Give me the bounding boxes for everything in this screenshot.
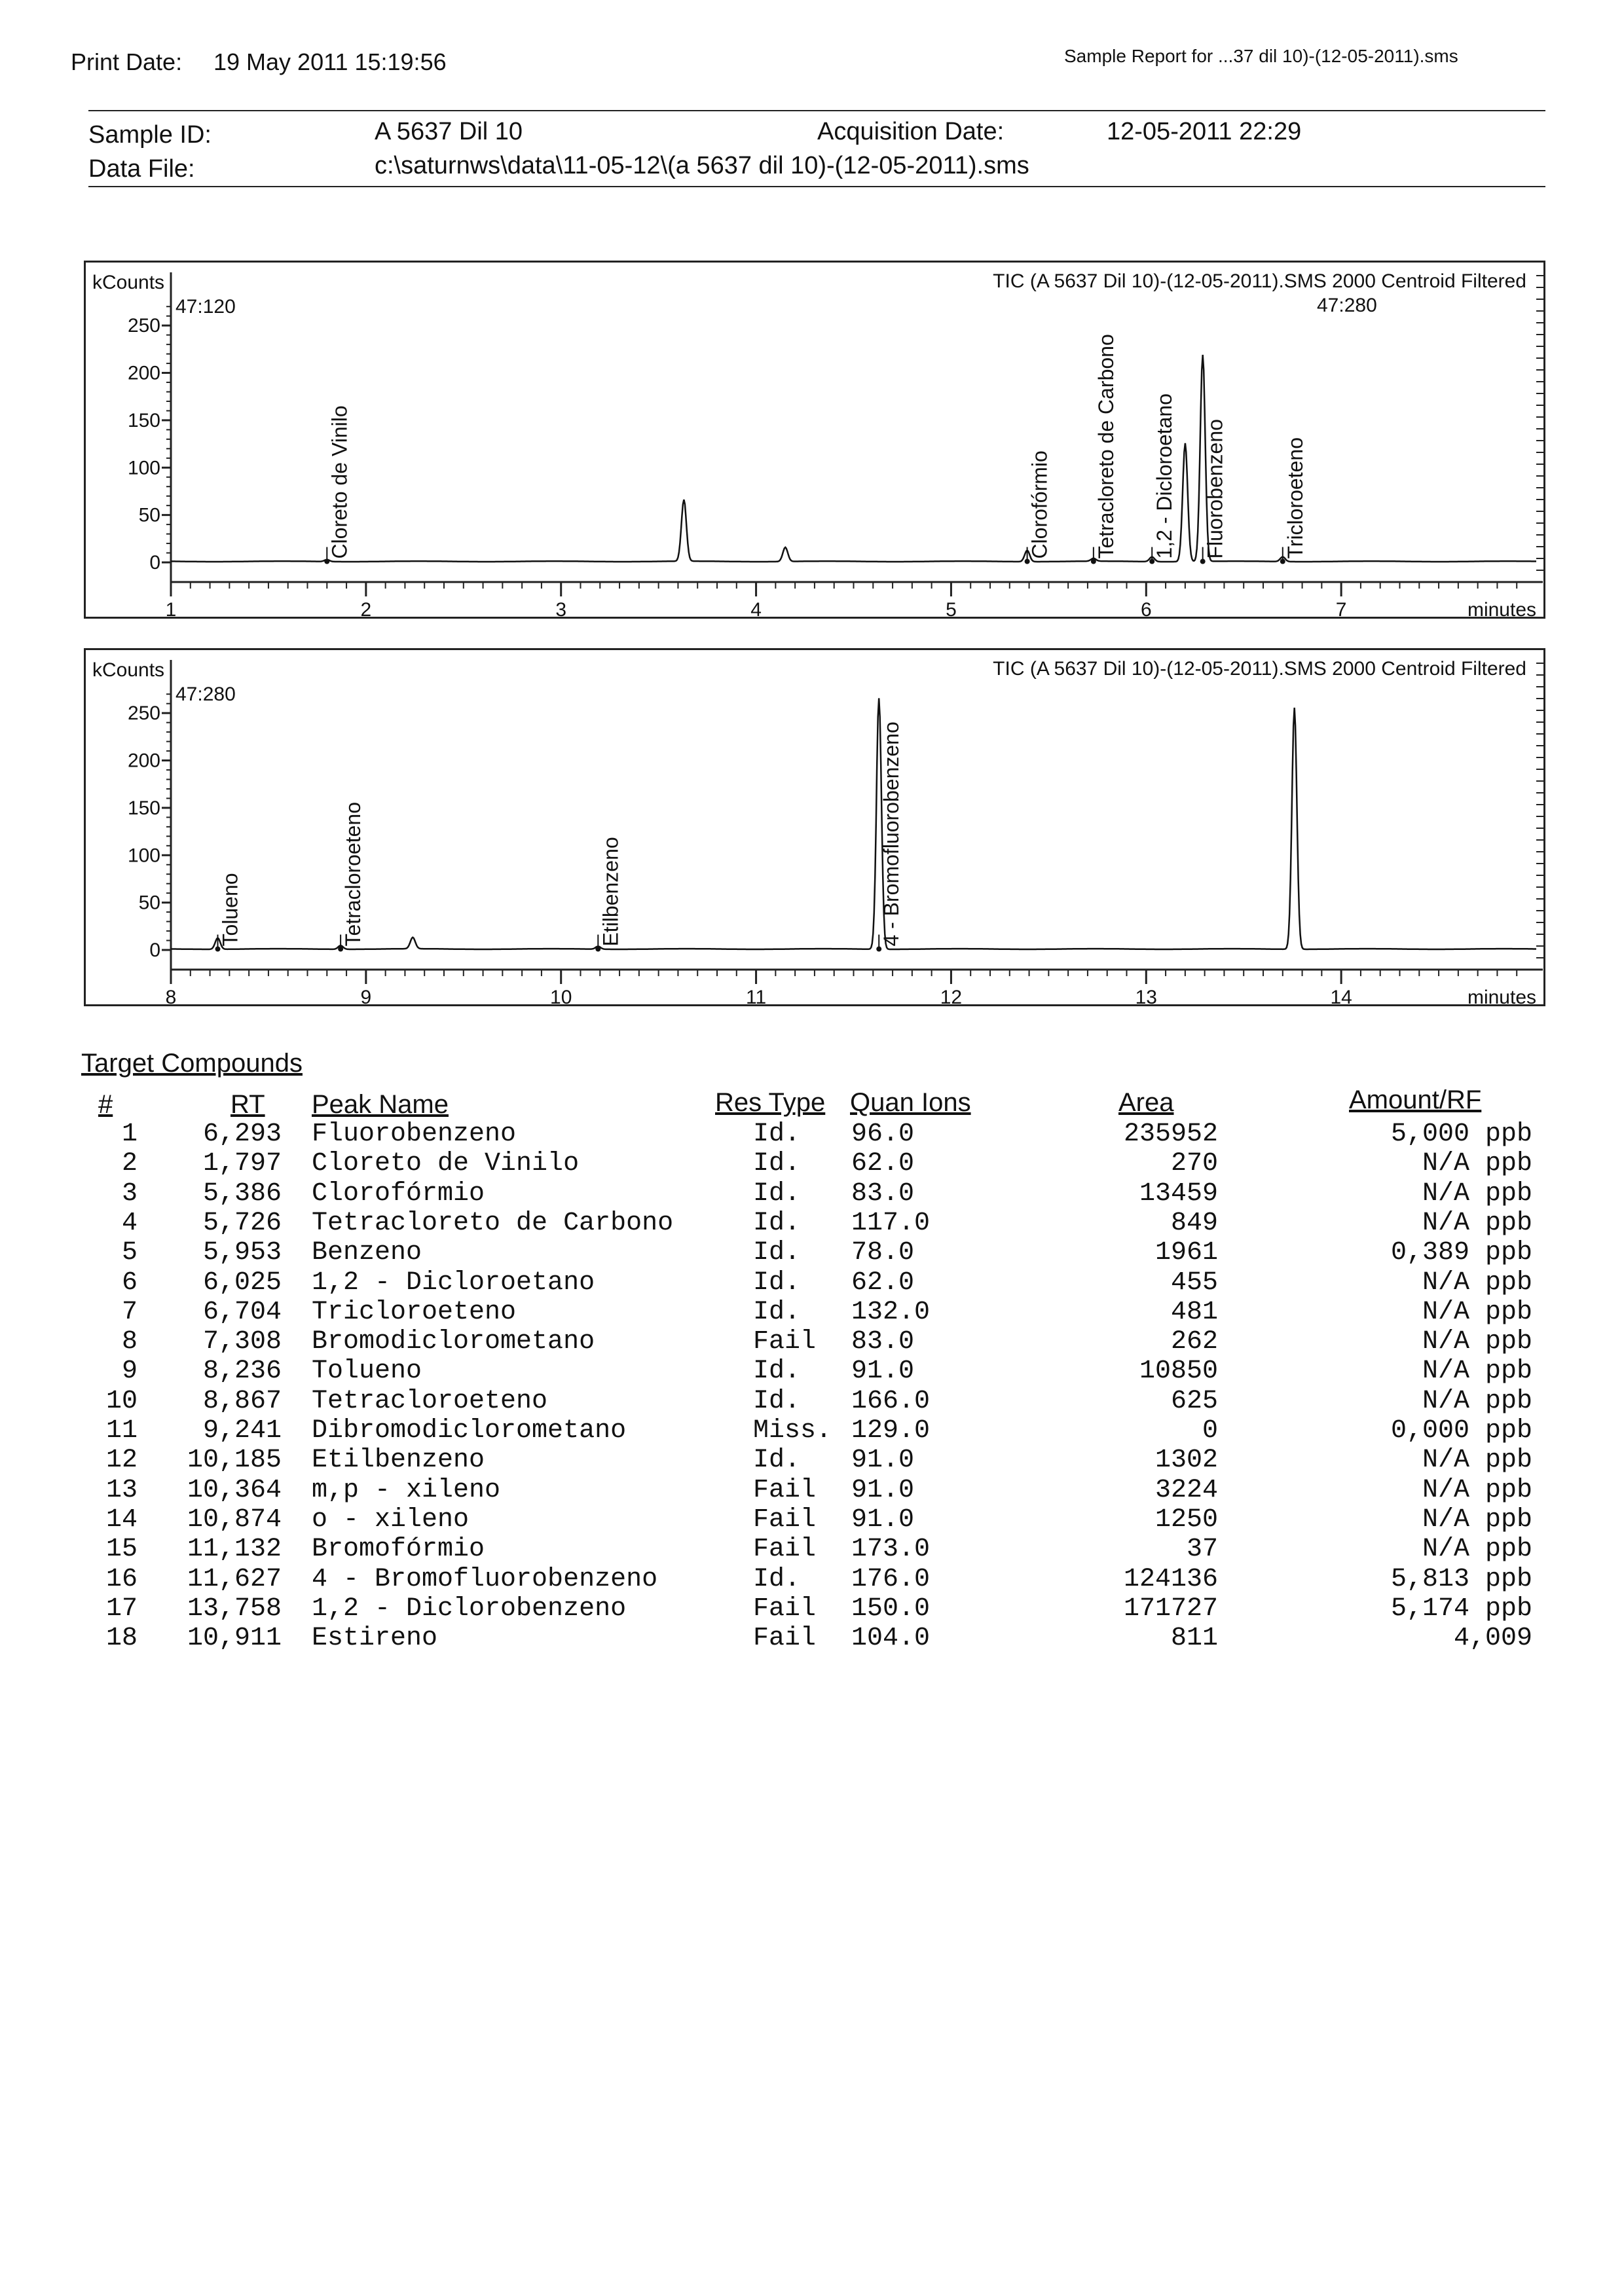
acquisition-date-label: Acquisition Date: <box>817 118 1005 145</box>
cell-quan: 132.0 <box>851 1297 931 1327</box>
y-tick-label: 200 <box>127 750 160 772</box>
cell-rt: 1,797 <box>202 1149 282 1179</box>
y-tick-label: 150 <box>127 797 160 819</box>
cell-res: Id. <box>753 1120 801 1149</box>
cell-res: Fail <box>753 1327 817 1357</box>
cell-quan: 91.0 <box>851 1446 915 1476</box>
cell-rt: 11,627 <box>187 1564 282 1594</box>
cell-area: 455 <box>1170 1267 1218 1298</box>
cell-res: Fail <box>753 1594 817 1624</box>
sample-id-value: A 5637 Dil 10 <box>375 118 523 145</box>
cell-amount: N/A ppb <box>1422 1267 1532 1298</box>
cell-name: Bromodiclorometano <box>312 1327 595 1357</box>
cell-res: Id. <box>753 1238 801 1268</box>
scan-start-label: 47:280 <box>175 683 236 705</box>
x-tick-label: 7 <box>1335 599 1347 621</box>
peak-label: 1,2 - Dicloroetano <box>1153 393 1177 559</box>
cell-quan: 78.0 <box>851 1238 915 1268</box>
table-row <box>0 1624 1624 1653</box>
y-tick-label: 150 <box>127 409 160 431</box>
cell-amount: N/A ppb <box>1422 1357 1532 1387</box>
cell-quan: 62.0 <box>851 1267 915 1298</box>
table-row <box>0 1298 1624 1327</box>
cell-name: Tetracloroeteno <box>312 1386 548 1416</box>
x-tick-label: 6 <box>1140 599 1152 621</box>
cell-rt: 13,758 <box>187 1594 282 1624</box>
cell-rt: 6,025 <box>202 1267 282 1298</box>
cell-num: 15 <box>105 1535 138 1565</box>
table-row <box>0 1238 1624 1267</box>
cell-res: Id. <box>753 1178 801 1209</box>
cell-res: Id. <box>753 1208 801 1238</box>
y-tick-label: 250 <box>127 702 160 725</box>
x-tick-label: 11 <box>745 987 767 1008</box>
cell-name: Estireno <box>312 1624 438 1654</box>
cell-amount: N/A ppb <box>1422 1208 1532 1238</box>
cell-name: 1,2 - Diclorobenzeno <box>312 1594 627 1624</box>
cell-quan: 173.0 <box>851 1535 931 1565</box>
x-tick-label: 9 <box>360 987 372 1008</box>
cell-rt: 5,726 <box>202 1208 282 1238</box>
cell-name: Tolueno <box>312 1357 422 1387</box>
target-compounds-title: Target Compounds <box>81 1049 303 1078</box>
cell-quan: 91.0 <box>851 1475 915 1505</box>
cell-quan: 62.0 <box>851 1149 915 1179</box>
cell-area: 811 <box>1170 1624 1218 1654</box>
col-header-area: Area <box>1118 1088 1174 1117</box>
table-row <box>0 1476 1624 1505</box>
cell-res: Id. <box>753 1446 801 1476</box>
cell-res: Fail <box>753 1624 817 1654</box>
peak-label: Tricloroeteno <box>1283 437 1307 559</box>
cell-res: Id. <box>753 1564 801 1594</box>
cell-rt: 7,308 <box>202 1327 282 1357</box>
cell-rt: 5,386 <box>202 1178 282 1209</box>
cell-name: m,p - xileno <box>312 1475 501 1505</box>
x-tick-label: 8 <box>165 987 177 1008</box>
cell-area: 37 <box>1186 1535 1218 1565</box>
cell-area: 1302 <box>1154 1446 1218 1476</box>
chromatogram-2-svg <box>86 650 1547 1008</box>
cell-num: 5 <box>121 1238 138 1268</box>
cell-rt: 6,293 <box>202 1120 282 1149</box>
x-tick-label: 13 <box>1135 987 1157 1008</box>
table-row <box>0 1120 1624 1149</box>
table-row <box>0 1446 1624 1475</box>
cell-area: 10850 <box>1139 1357 1218 1387</box>
cell-res: Id. <box>753 1149 801 1179</box>
x-tick-label: 3 <box>555 599 567 621</box>
cell-quan: 176.0 <box>851 1564 931 1594</box>
y-tick-label: 100 <box>127 845 160 867</box>
cell-res: Miss. <box>753 1416 832 1446</box>
cell-num: 8 <box>121 1327 138 1357</box>
tic-trace <box>171 698 1536 949</box>
chromatogram-1-svg <box>86 263 1547 621</box>
table-row <box>0 1416 1624 1446</box>
cell-rt: 10,185 <box>187 1446 282 1476</box>
cell-area: 0 <box>1202 1416 1218 1446</box>
cell-name: 1,2 - Dicloroetano <box>312 1267 595 1298</box>
cell-name: Dibromodiclorometano <box>312 1416 627 1446</box>
report-title: Sample Report for ...37 dil 10)-(12-05-2011).sms <box>1064 46 1458 66</box>
cell-rt: 9,241 <box>202 1416 282 1446</box>
table-row <box>0 1505 1624 1535</box>
cell-num: 7 <box>121 1297 138 1327</box>
cell-rt: 6,704 <box>202 1297 282 1327</box>
x-tick-label: 12 <box>940 987 963 1008</box>
peak-label: 4 - Bromofluorobenzeno <box>879 721 904 947</box>
tic-trace <box>171 355 1536 562</box>
data-file-label: Data File: <box>88 155 195 183</box>
y-tick-label: 250 <box>127 315 160 337</box>
cell-num: 13 <box>105 1475 138 1505</box>
table-row <box>0 1565 1624 1594</box>
cell-num: 1 <box>121 1120 138 1149</box>
sample-id-label: Sample ID: <box>88 121 212 149</box>
cell-amount: N/A ppb <box>1422 1327 1532 1357</box>
col-header-num: # <box>98 1090 113 1119</box>
cell-amount: 4,009 <box>1453 1624 1532 1654</box>
cell-amount: 5,813 ppb <box>1390 1564 1532 1594</box>
cell-area: 124136 <box>1123 1564 1218 1594</box>
cell-num: 11 <box>105 1416 138 1446</box>
cell-quan: 117.0 <box>851 1208 931 1238</box>
cell-res: Fail <box>753 1535 817 1565</box>
cell-amount: N/A ppb <box>1422 1178 1532 1209</box>
cell-rt: 10,911 <box>187 1624 282 1654</box>
table-row <box>0 1179 1624 1209</box>
cell-rt: 8,867 <box>202 1386 282 1416</box>
table-row <box>0 1209 1624 1238</box>
cell-amount: 5,174 ppb <box>1390 1594 1532 1624</box>
cell-name: Cloreto de Vinilo <box>312 1149 580 1179</box>
x-tick-label: 5 <box>946 599 957 621</box>
x-tick-label: 14 <box>1330 987 1352 1008</box>
cell-amount: 0,389 ppb <box>1390 1238 1532 1268</box>
chart-title: TIC (A 5637 Dil 10)-(12-05-2011).SMS 2000 Centroid Filtered <box>993 270 1526 292</box>
cell-num: 16 <box>105 1564 138 1594</box>
cell-name: Fluorobenzeno <box>312 1120 517 1149</box>
peak-label: Tetracloroeteno <box>341 801 365 947</box>
print-date-value: 19 May 2011 15:19:56 <box>213 48 447 75</box>
cell-name: Etilbenzeno <box>312 1446 485 1476</box>
col-header-rt: RT <box>231 1090 265 1119</box>
cell-amount: N/A ppb <box>1422 1297 1532 1327</box>
y-tick-label: 100 <box>127 457 160 479</box>
cell-num: 14 <box>105 1504 138 1535</box>
cell-res: Fail <box>753 1504 817 1535</box>
cell-quan: 91.0 <box>851 1504 915 1535</box>
cell-quan: 91.0 <box>851 1357 915 1387</box>
cell-name: 4 - Bromofluorobenzeno <box>312 1564 658 1594</box>
cell-num: 3 <box>121 1178 138 1209</box>
table-row <box>0 1535 1624 1564</box>
cell-res: Id. <box>753 1297 801 1327</box>
data-file-value: c:\saturnws\data\11-05-12\(a 5637 dil 10)-(12-05-2011).sms <box>375 152 1029 179</box>
table-row <box>0 1268 1624 1298</box>
cell-name: Benzeno <box>312 1238 422 1268</box>
cell-area: 3224 <box>1154 1475 1218 1505</box>
cell-area: 481 <box>1170 1297 1218 1327</box>
cell-amount: N/A ppb <box>1422 1446 1532 1476</box>
cell-rt: 5,953 <box>202 1238 282 1268</box>
col-header-quan-ions: Quan Ions <box>850 1088 971 1117</box>
cell-quan: 83.0 <box>851 1327 915 1357</box>
cell-area: 235952 <box>1123 1120 1218 1149</box>
col-header-peak-name: Peak Name <box>312 1090 449 1119</box>
x-axis-label: minutes <box>1467 599 1536 621</box>
y-tick-label: 50 <box>138 504 160 526</box>
cell-area: 262 <box>1170 1327 1218 1357</box>
cell-amount: N/A ppb <box>1422 1535 1532 1565</box>
cell-name: Tricloroeteno <box>312 1297 517 1327</box>
cell-amount: 0,000 ppb <box>1390 1416 1532 1446</box>
table-row <box>0 1327 1624 1357</box>
cell-res: Id. <box>753 1267 801 1298</box>
cell-area: 849 <box>1170 1208 1218 1238</box>
cell-area: 1250 <box>1154 1504 1218 1535</box>
cell-res: Fail <box>753 1475 817 1505</box>
cell-num: 18 <box>105 1624 138 1654</box>
cell-num: 9 <box>121 1357 138 1387</box>
cell-name: Tetracloreto de Carbono <box>312 1208 674 1238</box>
cell-name: Clorofórmio <box>312 1178 485 1209</box>
table-row <box>0 1149 1624 1178</box>
cell-area: 13459 <box>1139 1178 1218 1209</box>
peak-label: Fluorobenzeno <box>1203 419 1227 559</box>
cell-quan: 83.0 <box>851 1178 915 1209</box>
cell-num: 12 <box>105 1446 138 1476</box>
cell-amount: N/A ppb <box>1422 1475 1532 1505</box>
cell-quan: 96.0 <box>851 1120 915 1149</box>
cell-area: 625 <box>1170 1386 1218 1416</box>
cell-res: Id. <box>753 1357 801 1387</box>
y-tick-label: 0 <box>149 552 160 574</box>
peak-label: Etilbenzeno <box>599 837 623 947</box>
cell-num: 17 <box>105 1594 138 1624</box>
cell-area: 171727 <box>1123 1594 1218 1624</box>
cell-amount: N/A ppb <box>1422 1149 1532 1179</box>
cell-amount: N/A ppb <box>1422 1504 1532 1535</box>
cell-quan: 150.0 <box>851 1594 931 1624</box>
x-axis-label: minutes <box>1467 987 1536 1008</box>
scan-start-label: 47:120 <box>175 296 236 318</box>
cell-name: Bromofórmio <box>312 1535 485 1565</box>
col-header-amount: Amount/RF <box>1349 1085 1482 1114</box>
table-row <box>0 1387 1624 1416</box>
cell-amount: N/A ppb <box>1422 1386 1532 1416</box>
cell-rt: 10,874 <box>187 1504 282 1535</box>
cell-area: 270 <box>1170 1149 1218 1179</box>
x-tick-label: 2 <box>360 599 372 621</box>
table-row <box>0 1357 1624 1386</box>
print-date-label: Print Date: <box>71 48 183 75</box>
table-row <box>0 1594 1624 1624</box>
y-tick-label: 0 <box>149 939 160 961</box>
peak-label: Tetracloreto de Carbono <box>1094 334 1118 559</box>
y-tick-label: 50 <box>138 892 160 914</box>
cell-rt: 10,364 <box>187 1475 282 1505</box>
cell-num: 4 <box>121 1208 138 1238</box>
cell-quan: 129.0 <box>851 1416 931 1446</box>
rule-top <box>88 110 1545 111</box>
cell-rt: 11,132 <box>187 1535 282 1565</box>
cell-res: Id. <box>753 1386 801 1416</box>
acquisition-date-value: 12-05-2011 22:29 <box>1107 118 1302 145</box>
chart-title: TIC (A 5637 Dil 10)-(12-05-2011).SMS 2000 Centroid Filtered <box>993 658 1526 680</box>
col-header-res-type: Res Type <box>715 1088 826 1117</box>
x-tick-label: 4 <box>750 599 762 621</box>
rule-bottom <box>88 186 1545 187</box>
peak-label: Cloreto de Vinilo <box>327 405 352 559</box>
cell-name: o - xileno <box>312 1504 470 1535</box>
cell-rt: 8,236 <box>202 1357 282 1387</box>
cell-num: 6 <box>121 1267 138 1298</box>
chromatogram-1 <box>84 261 1545 619</box>
x-tick-label: 10 <box>550 987 572 1008</box>
cell-amount: 5,000 ppb <box>1390 1120 1532 1149</box>
peak-label: Clorofórmio <box>1027 450 1052 559</box>
y-axis-label: kCounts <box>92 272 165 293</box>
y-axis-label: kCounts <box>92 659 165 681</box>
scan-end-label: 47:280 <box>1317 295 1377 316</box>
cell-num: 2 <box>121 1149 138 1179</box>
x-tick-label: 1 <box>165 599 177 621</box>
cell-num: 10 <box>105 1386 138 1416</box>
cell-quan: 104.0 <box>851 1624 931 1654</box>
chromatogram-2 <box>84 648 1545 1006</box>
y-tick-label: 200 <box>127 362 160 384</box>
cell-area: 1961 <box>1154 1238 1218 1268</box>
peak-label: Tolueno <box>218 873 242 947</box>
cell-quan: 166.0 <box>851 1386 931 1416</box>
